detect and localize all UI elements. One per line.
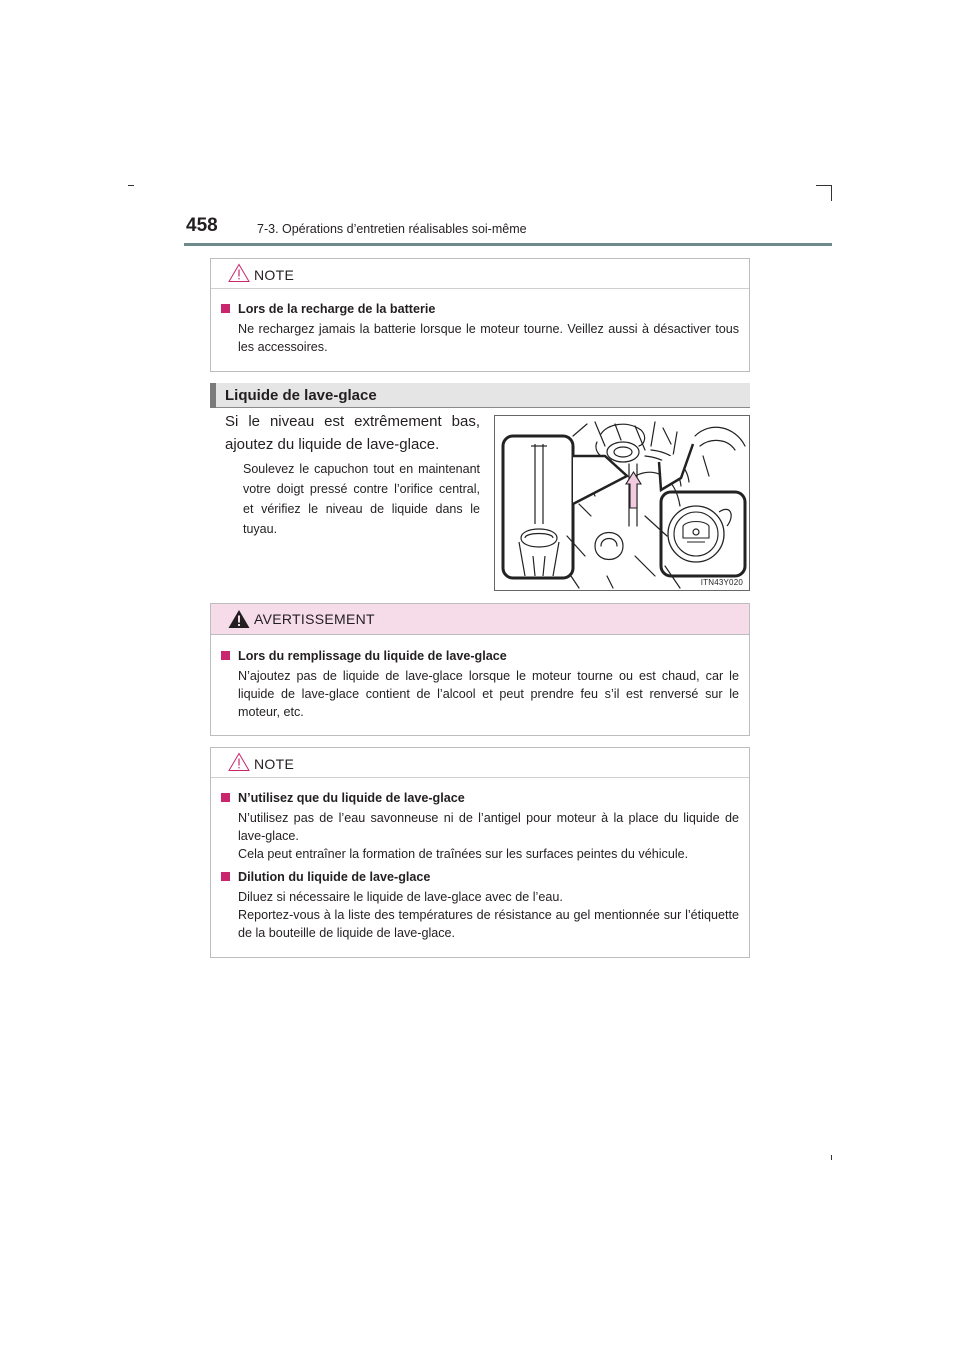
note-item (221, 300, 739, 356)
section-accent (210, 383, 216, 408)
bullet-square-icon (221, 872, 230, 881)
header-rule (184, 243, 832, 246)
bullet-square-icon (221, 651, 230, 660)
note-box-battery (210, 258, 750, 372)
crop-mark-top-right-v (831, 185, 832, 201)
warning-item-title: Lors du remplissage du liquide de lave-glace (221, 647, 739, 665)
tube-inset (503, 436, 627, 578)
section-bar (210, 383, 750, 408)
note-item-title: N’utilisez que du liquide de lave-glace (221, 789, 739, 807)
crop-mark-top-right-h (816, 185, 832, 186)
warning-heading: AVERTISSEMENT (254, 611, 375, 627)
note-item-title: Lors de la recharge de la batterie (221, 300, 739, 318)
note-item-text: Cela peut entraîner la formation de traînées sur les surfaces peintes du véhicule. (238, 847, 689, 861)
note-item-text: Ne rechargez jamais la batterie lorsque le moteur tourne. Veillez aussi à désactiver tous les accessoires. (238, 322, 739, 354)
note-item (221, 868, 739, 942)
bullet-square-icon (221, 304, 230, 313)
note-box-washer (210, 747, 750, 958)
page-number: 458 (186, 215, 218, 236)
warning-body (211, 635, 749, 735)
note-header (211, 748, 749, 778)
warning-box (210, 603, 750, 736)
note-item-text: N’utilisez pas de l’eau savonneuse ni de l’antigel pour moteur à la place du liquide de lave-glace. (238, 811, 739, 843)
note-body (211, 289, 749, 370)
warning-item (221, 647, 739, 721)
note-heading: NOTE (254, 267, 295, 283)
note-item-text: Reportez-vous à la liste des températures de résistance au gel mentionnée sur l’étiquette de la bouteille de liquide de lave-glace. (238, 908, 739, 940)
caution-triangle-icon (228, 752, 250, 772)
note-heading: NOTE (254, 756, 295, 772)
figure-code: ITN43Y020 (700, 578, 743, 587)
warning-triangle-icon (228, 609, 250, 629)
crop-mark-bottom-right (831, 1155, 832, 1160)
washer-reservoir-illustration (495, 416, 750, 591)
crop-mark-top-left (128, 185, 134, 186)
section-title: Liquide de lave-glace (225, 387, 377, 404)
cap-inset (659, 444, 745, 576)
chapter-title: 7-3. Opérations d’entretien réalisables soi-même (257, 222, 527, 236)
section-instruction: Soulevez le capuchon tout en maintenant votre doigt pressé contre l’orifice central, et vérifiez le niveau de liquide dans le tuyau. (243, 462, 480, 536)
washer-reservoir-figure (494, 415, 750, 591)
note-header (211, 259, 749, 289)
bullet-square-icon (221, 793, 230, 802)
section-intro: Si le niveau est extrêmement bas, ajoutez du liquide de lave-glace. (225, 413, 480, 453)
warning-item-text: N’ajoutez pas de liquide de lave-glace lorsque le moteur tourne ou est chaud, car le liquide de lave-glace contient de l’alcool et peut prendre feu s’il est renversé sur le moteur, etc. (238, 669, 739, 719)
warning-header (211, 604, 749, 635)
note-item (221, 789, 739, 863)
caution-triangle-icon (228, 263, 250, 283)
note-item-text: Diluez si nécessaire le liquide de lave-glace avec de l’eau. (238, 890, 563, 904)
note-item-title: Dilution du liquide de lave-glace (221, 868, 739, 886)
note-body (211, 778, 749, 956)
